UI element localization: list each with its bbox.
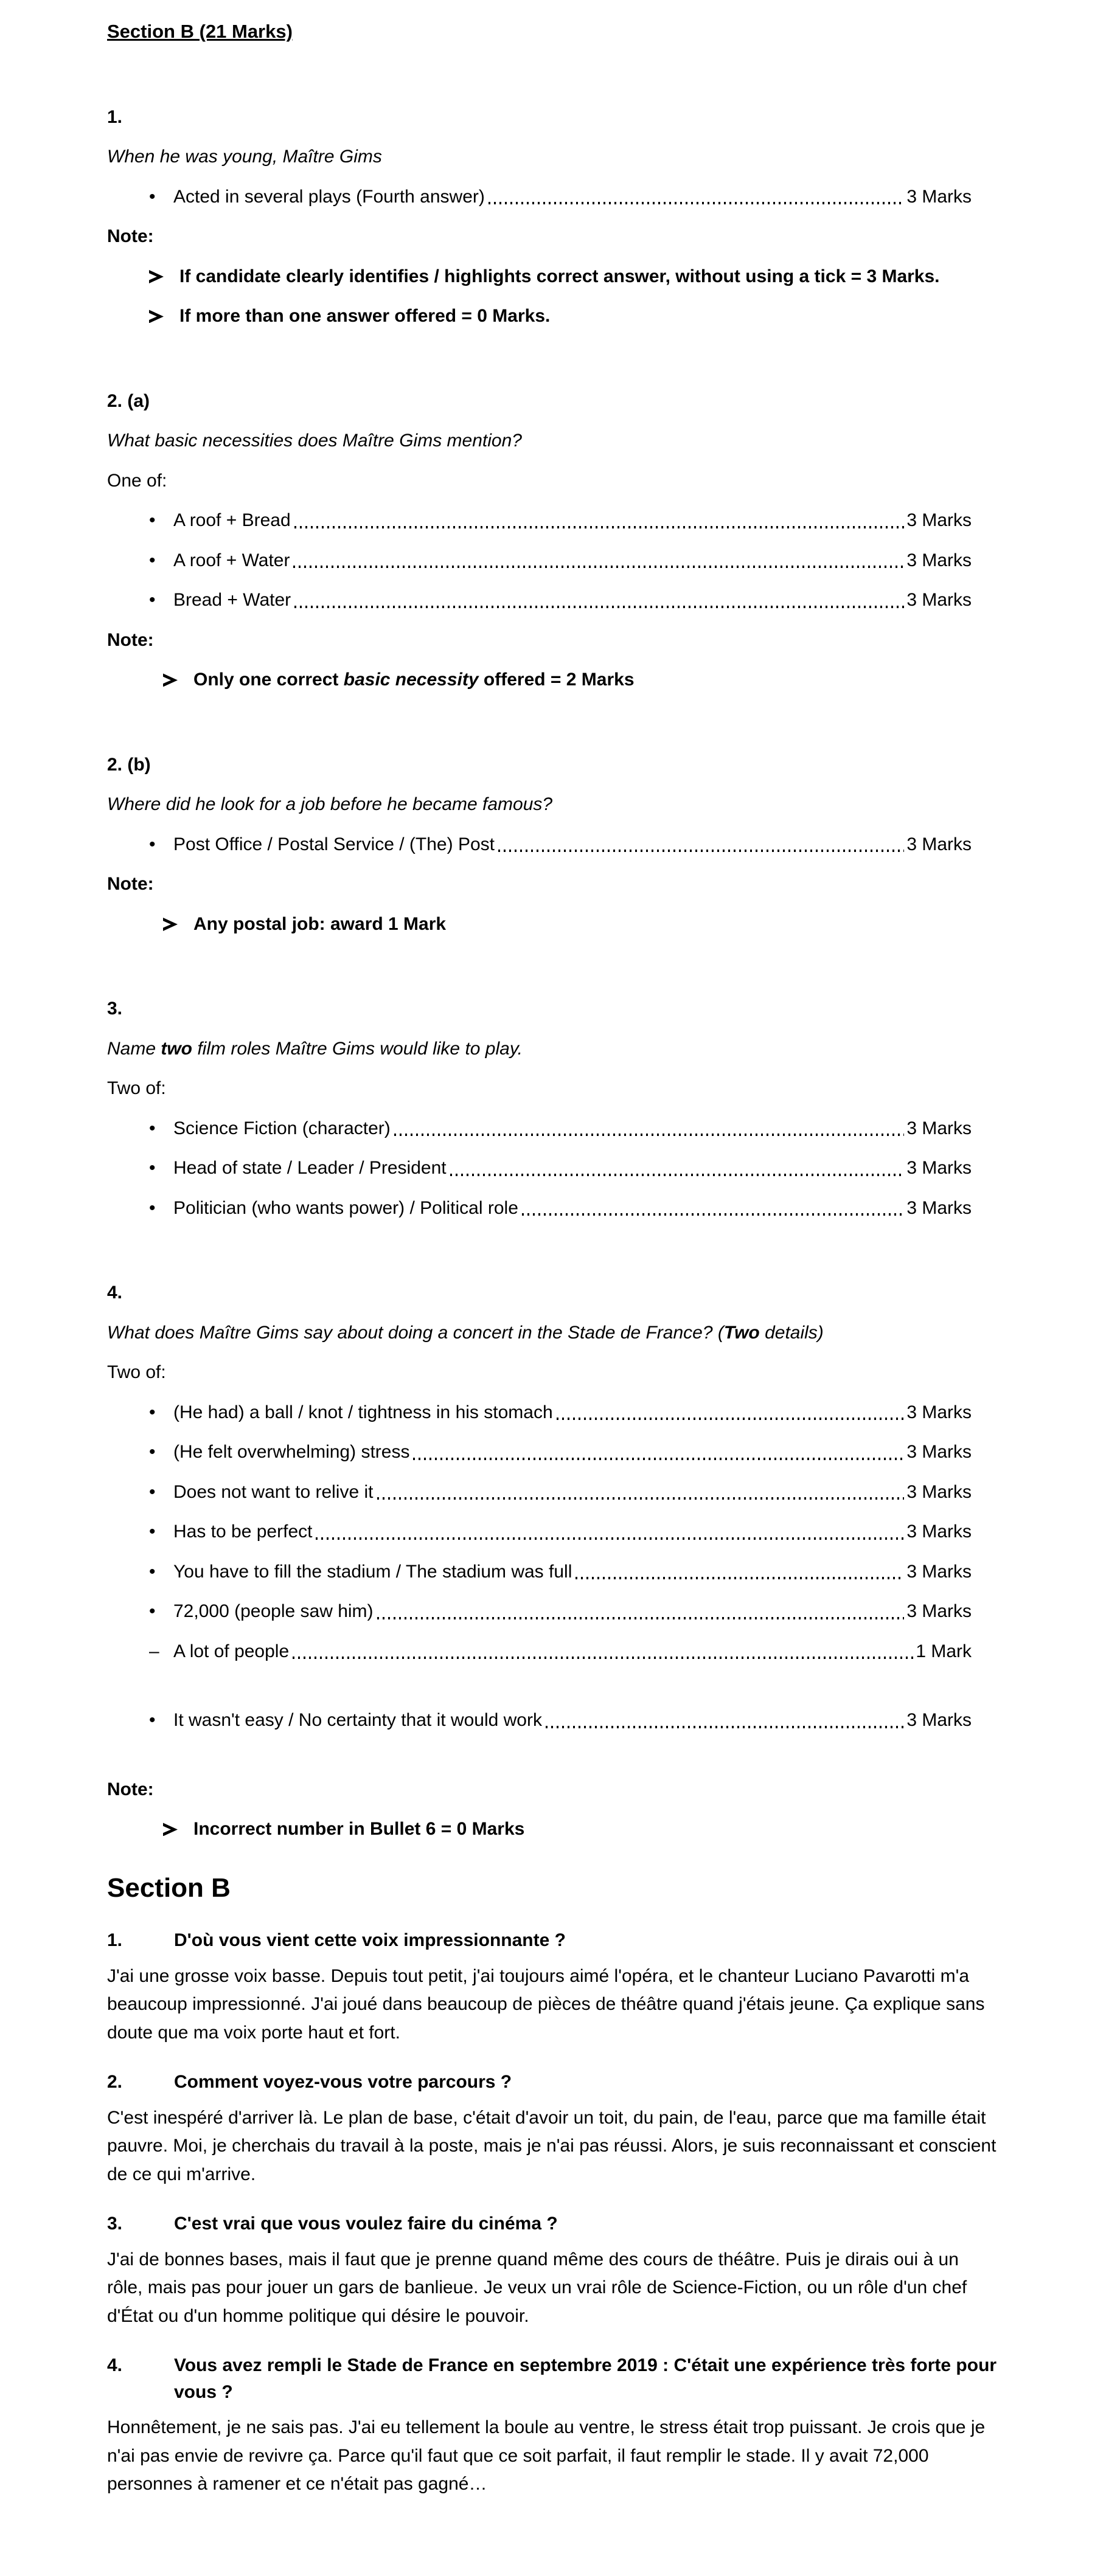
- marks-value: 3 Marks: [906, 1197, 972, 1218]
- bullet-icon: •: [149, 590, 156, 611]
- marks-value: 3 Marks: [906, 1522, 972, 1542]
- transcript-question-number: 4.: [107, 2355, 123, 2376]
- bullet-icon: •: [149, 1402, 156, 1422]
- marks-value: 3 Marks: [906, 1710, 972, 1731]
- note-text: Incorrect number in Bullet 6 = 0 Marks: [193, 1819, 525, 1840]
- marks-value: 3 Marks: [906, 1561, 972, 1582]
- answer-item: [107, 1195, 972, 1222]
- marks-value: 3 Marks: [906, 1481, 972, 1502]
- note-item: [107, 911, 998, 938]
- dot-leader: [413, 1458, 904, 1460]
- answer-qualifier: Two of:: [107, 1362, 166, 1383]
- question-prompt: What basic necessities does Maître Gims mention?: [107, 431, 522, 451]
- answer-text: It wasn't easy / No certainty that it would work: [173, 1710, 542, 1731]
- transcript-question: [107, 2211, 998, 2237]
- dot-leader: [546, 1726, 904, 1728]
- answer-item: [107, 507, 972, 534]
- question-block-4: [107, 1279, 998, 1843]
- question-number: 3.: [107, 999, 123, 1019]
- note-label: Note:: [107, 874, 154, 895]
- note-text: If more than one answer offered = 0 Marks.: [179, 306, 551, 327]
- marks-value: 3 Marks: [906, 1601, 972, 1622]
- answer-text: Politician (who wants power) / Political role: [173, 1197, 518, 1218]
- answer-text: Does not want to relive it: [173, 1481, 374, 1502]
- answer-item-dash: [107, 1638, 972, 1665]
- dot-leader: [316, 1537, 904, 1540]
- note-text: Only one correct basic necessity offered = 2 Marks: [193, 670, 635, 690]
- question-number: 2. (a): [107, 390, 150, 411]
- bullet-icon: •: [149, 1481, 156, 1502]
- marks-value: 3 Marks: [906, 1158, 972, 1179]
- transcript-question-text: Comment voyez-vous votre parcours ?: [174, 2072, 512, 2093]
- dot-leader: [377, 1497, 905, 1500]
- transcript-question: [107, 1927, 998, 1954]
- marks-value: 3 Marks: [906, 1442, 972, 1463]
- bullet-icon: •: [149, 1118, 156, 1138]
- note-item: [107, 303, 998, 330]
- dot-leader: [557, 1418, 905, 1420]
- question-prompt: When he was young, Maître Gims: [107, 147, 382, 167]
- question-block-2b: [107, 752, 998, 938]
- marks-value: 3 Marks: [906, 510, 972, 531]
- transcript-item: [107, 1927, 998, 2047]
- bullet-icon: •: [149, 1158, 156, 1179]
- answer-text: Science Fiction (character): [173, 1118, 391, 1138]
- note-item: [107, 667, 998, 693]
- marks-value: 1 Mark: [916, 1641, 972, 1661]
- note-item: [107, 1816, 998, 1843]
- dot-leader: [377, 1617, 905, 1619]
- note-text: Any postal job: award 1 Mark: [193, 913, 447, 934]
- transcript-question-text: C'est vrai que vous voulez faire du cinéma ?: [174, 2214, 558, 2234]
- answer-text: Bread + Water: [173, 590, 291, 611]
- dot-leader: [394, 1134, 905, 1136]
- arrow-bullet-icon: [163, 673, 178, 687]
- dot-leader: [294, 526, 905, 528]
- question-block-3: [107, 995, 998, 1221]
- note-text: If candidate clearly identifies / highlights correct answer, without using a tick = 3 Marks.: [179, 266, 940, 286]
- bullet-icon: •: [149, 1522, 156, 1542]
- answer-text: (He felt overwhelming) stress: [173, 1442, 410, 1463]
- question-number: 4.: [107, 1283, 123, 1303]
- bullet-icon: •: [149, 1197, 156, 1218]
- answer-item: [107, 1559, 972, 1585]
- dot-leader: [293, 1657, 913, 1659]
- arrow-bullet-icon: [149, 270, 164, 283]
- marking-scheme-title: Section B (21 Marks): [107, 21, 293, 42]
- transcript-question-number: 1.: [107, 1930, 123, 1951]
- note-item: [107, 263, 998, 290]
- final-note-block: [107, 1776, 998, 1843]
- answer-qualifier: One of:: [107, 470, 167, 491]
- answer-item: [107, 1439, 972, 1466]
- bullet-icon: •: [149, 834, 156, 854]
- note-label: Note:: [107, 1779, 154, 1799]
- bullet-icon: •: [149, 186, 156, 207]
- transcript-question-number: 3.: [107, 2214, 123, 2234]
- transcript-question: [107, 2069, 998, 2096]
- answer-item: [107, 1479, 972, 1506]
- dash-icon: –: [149, 1641, 159, 1661]
- marks-value: 3 Marks: [906, 834, 972, 854]
- note-label: Note:: [107, 226, 154, 247]
- question-prompt: What does Maître Gims say about doing a concert in the Stade de France? (Two details): [107, 1322, 824, 1343]
- answer-item: [107, 184, 972, 210]
- question-block-1: [107, 104, 998, 330]
- question-number: 2. (b): [107, 754, 151, 775]
- marks-value: 3 Marks: [906, 186, 972, 207]
- transcript-question: [107, 2352, 998, 2405]
- transcript-question-number: 2.: [107, 2072, 123, 2093]
- question-number: 1.: [107, 106, 123, 127]
- answer-text: A roof + Bread: [173, 510, 291, 531]
- transcript-question-text: D'où vous vient cette voix impressionnante ?: [174, 1930, 566, 1951]
- bullet-icon: •: [149, 1710, 156, 1731]
- transcript-item: [107, 2352, 998, 2499]
- answer-item: [107, 1399, 972, 1426]
- answer-item: [107, 831, 972, 858]
- transcript-heading: Section B: [107, 1872, 231, 1903]
- arrow-bullet-icon: [149, 310, 164, 323]
- answer-item: [107, 1598, 972, 1625]
- bullet-icon: •: [149, 1561, 156, 1582]
- answer-item: [107, 1707, 972, 1734]
- bullet-icon: •: [149, 510, 156, 531]
- answer-item: [107, 587, 972, 614]
- bullet-icon: •: [149, 550, 156, 570]
- transcript-answer: J'ai de bonnes bases, mais il faut que je prenne quand même des cours de théâtre. Puis je dirais oui à un rôle, mais pas pour jouer un gars de banlieue. Je veux un vrai rôle de Science-Fiction, ou un rôle d'un chef d'État ou d'un homme politique qui désire le pouvoir.: [107, 2249, 967, 2326]
- dot-leader: [489, 202, 904, 204]
- answer-qualifier: Two of:: [107, 1078, 166, 1099]
- answer-text: 72,000 (people saw him): [173, 1601, 374, 1622]
- transcript-answer: Honnêtement, je ne sais pas. J'ai eu tellement la boule au ventre, le stress était trop puissant. Je crois que je n'ai pas envie de revivre ça. Parce qu'il faut que ce soit parfait, il faut remplir le stade. Il y avait 72,000 personnes à ramener et ce n'était pas gagné…: [107, 2417, 986, 2495]
- answer-text: A roof + Water: [173, 550, 290, 570]
- question-block-2a: [107, 388, 998, 693]
- question-prompt: Where did he look for a job before he became famous?: [107, 794, 553, 815]
- answer-item: [107, 1155, 972, 1182]
- arrow-bullet-icon: [163, 918, 178, 931]
- transcript-item: [107, 2069, 998, 2189]
- dot-leader: [450, 1174, 905, 1176]
- answer-item: [107, 547, 972, 574]
- question-prompt: Name two film roles Maître Gims would like to play.: [107, 1038, 523, 1059]
- dot-leader: [293, 566, 904, 568]
- marks-value: 3 Marks: [906, 1118, 972, 1138]
- dot-leader: [576, 1577, 904, 1579]
- marks-value: 3 Marks: [906, 550, 972, 570]
- answer-text: Head of state / Leader / President: [173, 1158, 447, 1179]
- dot-leader: [522, 1213, 904, 1216]
- answer-item: [107, 1115, 972, 1142]
- answer-text: Has to be perfect: [173, 1522, 313, 1542]
- bullet-icon: •: [149, 1601, 156, 1622]
- transcript-answer: C'est inespéré d'arriver là. Le plan de base, c'était d'avoir un toit, du pain, de l'eau, parce que ma famille était pauvre. Moi, je cherchais du travail à la poste, mais je n'ai pas réussi. Alors, je suis reconnaissant et conscient de ce qui m'arrive.: [107, 2107, 996, 2184]
- answer-item: [107, 1518, 972, 1545]
- marks-value: 3 Marks: [906, 1402, 972, 1422]
- transcript-item: [107, 2211, 998, 2330]
- transcript-question-text: Vous avez rempli le Stade de France en septembre 2019 : C'était une expérience très forte pour vous ?: [174, 2355, 997, 2402]
- note-label: Note:: [107, 629, 154, 650]
- answer-text: A lot of people: [173, 1641, 290, 1661]
- answer-text: Post Office / Postal Service / (The) Post: [173, 834, 495, 854]
- answer-text: Acted in several plays (Fourth answer): [173, 186, 485, 207]
- transcript-answer: J'ai une grosse voix basse. Depuis tout petit, j'ai toujours aimé l'opéra, et le chanteur Luciano Pavarotti m'a beaucoup impressionné. J'ai joué dans beaucoup de pièces de théâtre quand j'étais jeune. Ça explique sans doute que ma voix porte haut et fort.: [107, 1965, 985, 2043]
- dot-leader: [498, 850, 904, 852]
- arrow-bullet-icon: [163, 1823, 178, 1836]
- marks-value: 3 Marks: [906, 590, 972, 611]
- bullet-icon: •: [149, 1442, 156, 1463]
- dot-leader: [294, 606, 904, 608]
- answer-text: You have to fill the stadium / The stadium was full: [173, 1561, 572, 1582]
- answer-text: (He had) a ball / knot / tightness in his stomach: [173, 1402, 553, 1422]
